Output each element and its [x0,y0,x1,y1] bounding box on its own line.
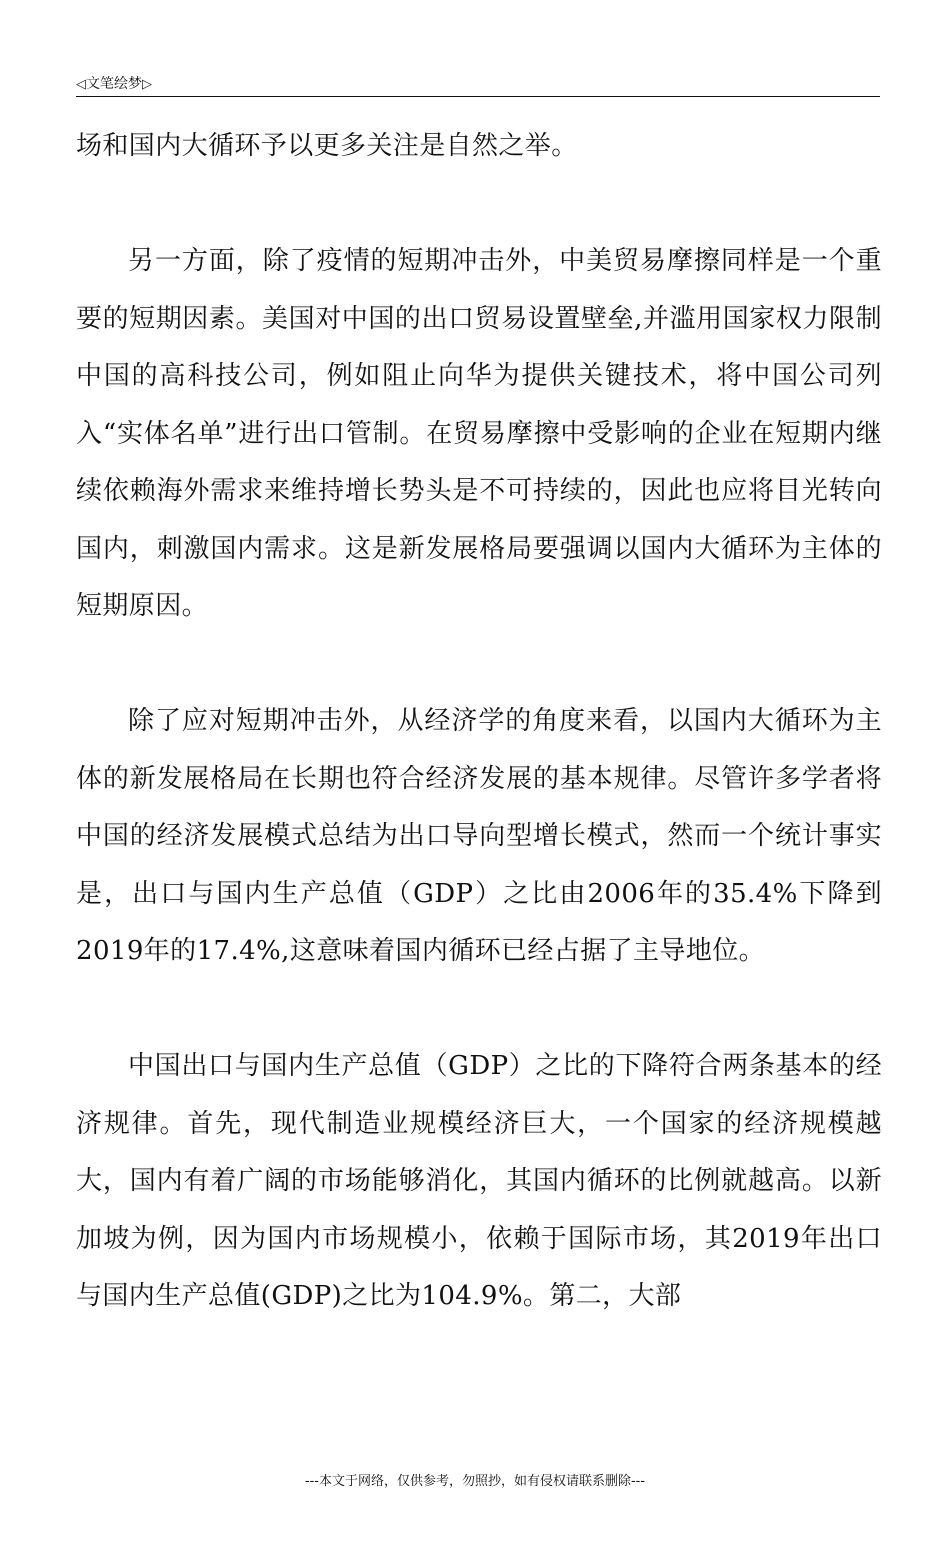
footer-notice: ---本文于网络，仅供参考，勿照抄，如有侵权请联系删除--- [304,1474,646,1489]
paragraph-long-term: 除了应对短期冲击外，从经济学的角度来看，以国内大循环为主体的新发展格局在长期也符合经济发展的基本规律。尽管许多学者将中国的经济发展模式总结为出口导向型增长模式，然而一个统计事实是，出口与国内生产总值（GDP）之比由2006年的35.4%下降到2019年的17.4%,这意味着国内循环已经占据了主导地位。 [76,706,882,966]
left-triangle-icon: ◁ [76,77,86,92]
paragraph-continuation: 场和国内大循环予以更多关注是自然之举。 [76,131,578,161]
document-body [76,118,882,1326]
page-header [76,74,880,97]
right-triangle-icon: ▷ [142,77,152,92]
paragraph-economic-laws: 中国出口与国内生产总值（GDP）之比的下降符合两条基本的经济规律。首先，现代制造业规模经济巨大，一个国家的经济规模越大，国内有着广阔的市场能够消化，其国内循环的比例就越高。以新加坡为例，因为国内市场规模小，依赖于国际市场，其2019年出口与国内生产总值(GDP)之比为104.9%。第二，大部 [76,1051,882,1311]
paragraph-trade-friction: 另一方面，除了疫情的短期冲击外，中美贸易摩擦同样是一个重要的短期因素。美国对中国的出口贸易设置壁垒,并滥用国家权力限制中国的高科技公司，例如阻止向华为提供关键技术，将中国公司列入“实体名单”进行出口管制。在贸易摩擦中受影响的企业在短期内继续依赖海外需求来维持增长势头是不可持续的，因此也应将目光转向国内，刺激国内需求。这是新发展格局要强调以国内大循环为主体的短期原因。 [76,246,882,621]
header-title: 文笔绘梦 [86,76,142,92]
